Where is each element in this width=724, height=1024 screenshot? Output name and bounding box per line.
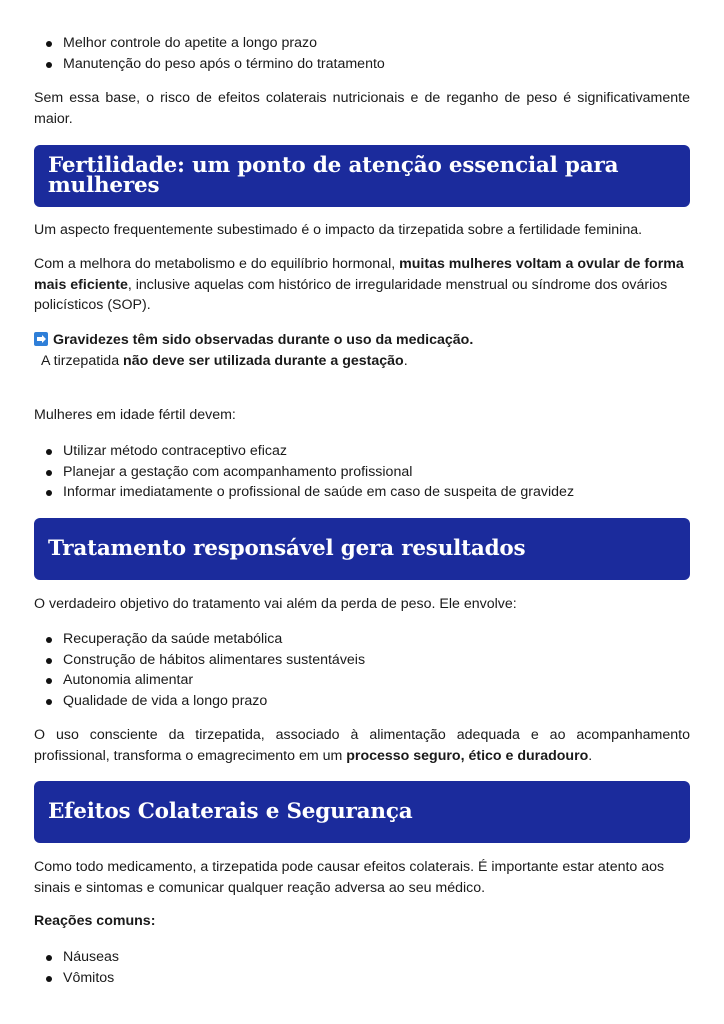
pregnancy-alert: Gravidezes têm sido observadas durante o uso da medicação. A tirzepatida não deve ser utilizada durante a gestação. [34, 330, 690, 371]
fertility-paragraph-1: Um aspecto frequentemente subestimado é o impacto da tirzepatida sobre a fertilidade feminina. [34, 222, 643, 238]
side-effects-list [34, 947, 690, 988]
treatment-paragraph-1: O verdadeiro objetivo do tratamento vai além da perda de peso. Ele envolve: [34, 596, 517, 612]
list-item: Recuperação da saúde metabólica [34, 629, 690, 650]
list-item: Qualidade de vida a longo prazo [34, 691, 690, 712]
treatment-list [34, 629, 690, 711]
section-heading-text: Efeitos Colaterais e Segurança [48, 798, 413, 824]
intro-paragraph: Sem essa base, o risco de efeitos colaterais nutricionais e de reganho de peso é significativamente maior. [34, 90, 690, 127]
fertility-paragraph-2: Com a melhora do metabolismo e do equilíbrio hormonal, muitas mulheres voltam a ovular de forma mais eficiente, inclusive aquelas com histórico de irregularidade menstrual ou síndrome dos ovários policísticos (SOP). [34, 256, 684, 313]
list-item: Utilizar método contraceptivo eficaz [34, 441, 690, 462]
list-item: Autonomia alimentar [34, 670, 690, 691]
women-intro: Mulheres em idade fértil devem: [34, 407, 236, 423]
list-item: Informar imediatamente o profissional de saúde em caso de suspeita de gravidez [34, 482, 690, 503]
list-item: Manutenção do peso após o término do tratamento [34, 54, 690, 75]
section-heading-side-effects [34, 781, 690, 843]
common-reactions-label: Reações comuns: [34, 913, 156, 929]
list-item: Melhor controle do apetite a longo prazo [34, 33, 690, 54]
list-item: Construção de hábitos alimentares sustentáveis [34, 650, 690, 671]
side-effects-paragraph: Como todo medicamento, a tirzepatida pode causar efeitos colaterais. É importante estar atento aos sinais e sintomas e comunicar qualquer reação adversa ao seu médico. [34, 859, 665, 896]
list-item: Planejar a gestação com acompanhamento profissional [34, 462, 690, 483]
list-item: Vômitos [34, 968, 690, 989]
section-heading-treatment [34, 518, 690, 580]
treatment-paragraph-2: O uso consciente da tirzepatida, associado à alimentação adequada e ao acompanhamento profissional, transforma o emagrecimento em um processo seguro, ético e duradouro. [34, 727, 690, 764]
section-heading-text: Tratamento responsável gera resultados [48, 535, 526, 561]
list-item: Náuseas [34, 947, 690, 968]
right-arrow-icon [34, 332, 48, 346]
section-heading-text: Fertilidade: um ponto de atenção essencial para mulheres [48, 152, 619, 198]
section-heading-fertility [34, 145, 690, 207]
women-list [34, 441, 690, 503]
intro-list [34, 33, 690, 74]
